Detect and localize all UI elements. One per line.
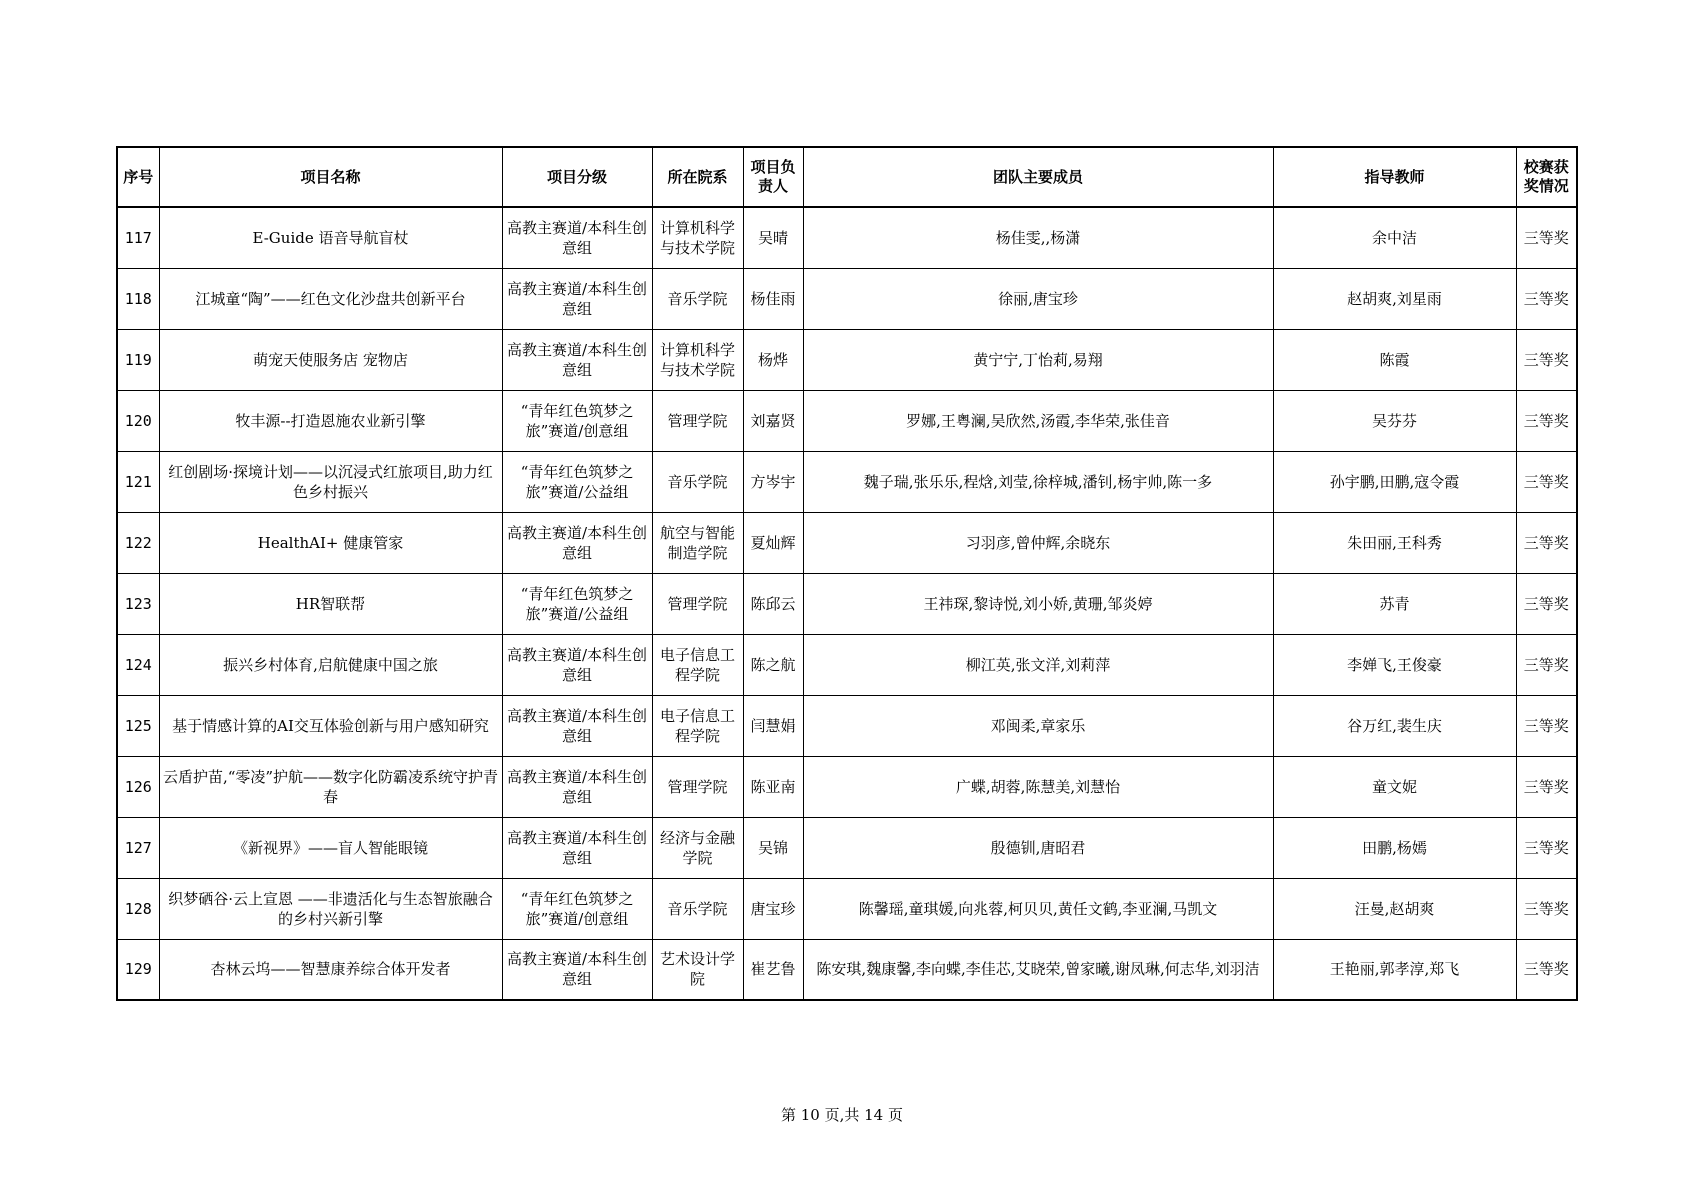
cell-name: 振兴乡村体育,启航健康中国之旅 (159, 634, 502, 695)
cell-award: 三等奖 (1516, 878, 1577, 939)
cell-leader: 陈之航 (743, 634, 803, 695)
cell-category: 高教主赛道/本科生创意组 (502, 756, 652, 817)
cell-leader: 刘嘉贤 (743, 390, 803, 451)
cell-category: 高教主赛道/本科生创意组 (502, 817, 652, 878)
cell-dept: 音乐学院 (652, 451, 743, 512)
cell-dept: 计算机科学与技术学院 (652, 329, 743, 390)
cell-dept: 电子信息工程学院 (652, 695, 743, 756)
cell-seq: 117 (117, 207, 159, 268)
cell-award: 三等奖 (1516, 634, 1577, 695)
cell-members: 陈馨瑶,童琪媛,向兆蓉,柯贝贝,黄任文鹤,李亚澜,马凯文 (803, 878, 1273, 939)
cell-category: 高教主赛道/本科生创意组 (502, 634, 652, 695)
cell-advisors: 谷万红,裴生庆 (1273, 695, 1516, 756)
cell-members: 杨佳雯,,杨潇 (803, 207, 1273, 268)
table-row (117, 207, 1577, 268)
table-row (117, 634, 1577, 695)
cell-advisors: 朱田丽,王科秀 (1273, 512, 1516, 573)
cell-name: 红创剧场·探境计划——以沉浸式红旅项目,助力红色乡村振兴 (159, 451, 502, 512)
cell-seq: 122 (117, 512, 159, 573)
cell-category: “青年红色筑梦之旅”赛道/创意组 (502, 390, 652, 451)
header-row (117, 147, 1577, 207)
cell-name: 《新视界》——盲人智能眼镜 (159, 817, 502, 878)
cell-dept: 经济与金融学院 (652, 817, 743, 878)
page-number: 第 10 页,共 14 页 (780, 1106, 903, 1124)
table-row (117, 390, 1577, 451)
cell-name: 织梦硒谷·云上宣恩 ——非遗活化与生态智旅融合的乡村兴新引擎 (159, 878, 502, 939)
cell-advisors: 李婵飞,王俊豪 (1273, 634, 1516, 695)
header-dept: 所在院系 (652, 147, 743, 207)
cell-name: HR智联帮 (159, 573, 502, 634)
cell-category: 高教主赛道/本科生创意组 (502, 268, 652, 329)
cell-name: 杏林云坞——智慧康养综合体开发者 (159, 939, 502, 1000)
table-row (117, 756, 1577, 817)
cell-award: 三等奖 (1516, 817, 1577, 878)
cell-seq: 127 (117, 817, 159, 878)
cell-members: 柳江英,张文洋,刘莉萍 (803, 634, 1273, 695)
cell-name: 江城童“陶”——红色文化沙盘共创新平台 (159, 268, 502, 329)
cell-leader: 杨佳雨 (743, 268, 803, 329)
table-row (117, 451, 1577, 512)
cell-award: 三等奖 (1516, 573, 1577, 634)
cell-dept: 管理学院 (652, 756, 743, 817)
table-row (117, 329, 1577, 390)
cell-leader: 陈邱云 (743, 573, 803, 634)
table-row (117, 268, 1577, 329)
cell-advisors: 陈霞 (1273, 329, 1516, 390)
cell-advisors: 余中洁 (1273, 207, 1516, 268)
cell-name: 牧丰源--打造恩施农业新引擎 (159, 390, 502, 451)
cell-category: “青年红色筑梦之旅”赛道/创意组 (502, 878, 652, 939)
cell-award: 三等奖 (1516, 512, 1577, 573)
cell-dept: 音乐学院 (652, 878, 743, 939)
cell-category: “青年红色筑梦之旅”赛道/公益组 (502, 573, 652, 634)
cell-members: 广蝶,胡蓉,陈慧美,刘慧怡 (803, 756, 1273, 817)
cell-leader: 唐宝珍 (743, 878, 803, 939)
header-leader: 项目负责人 (743, 147, 803, 207)
cell-advisors: 汪曼,赵胡爽 (1273, 878, 1516, 939)
table-row (117, 878, 1577, 939)
cell-seq: 123 (117, 573, 159, 634)
cell-award: 三等奖 (1516, 695, 1577, 756)
cell-members: 殷德钏,唐昭君 (803, 817, 1273, 878)
cell-members: 习羽彦,曾仲辉,余晓东 (803, 512, 1273, 573)
results-table (116, 146, 1578, 1001)
cell-seq: 126 (117, 756, 159, 817)
header-advisors: 指导教师 (1273, 147, 1516, 207)
cell-dept: 电子信息工程学院 (652, 634, 743, 695)
cell-category: 高教主赛道/本科生创意组 (502, 939, 652, 1000)
cell-members: 陈安琪,魏康馨,李向蝶,李佳芯,艾晓荣,曾家曦,谢凤琳,何志华,刘羽洁 (803, 939, 1273, 1000)
cell-name: 基于情感计算的AI交互体验创新与用户感知研究 (159, 695, 502, 756)
cell-dept: 航空与智能制造学院 (652, 512, 743, 573)
cell-advisors: 王艳丽,郭孝淳,郑飞 (1273, 939, 1516, 1000)
cell-leader: 吴锦 (743, 817, 803, 878)
cell-leader: 闫慧娟 (743, 695, 803, 756)
cell-seq: 124 (117, 634, 159, 695)
cell-seq: 125 (117, 695, 159, 756)
cell-seq: 121 (117, 451, 159, 512)
cell-category: 高教主赛道/本科生创意组 (502, 512, 652, 573)
table-row (117, 695, 1577, 756)
header-category: 项目分级 (502, 147, 652, 207)
cell-leader: 夏灿辉 (743, 512, 803, 573)
cell-category: 高教主赛道/本科生创意组 (502, 329, 652, 390)
cell-dept: 管理学院 (652, 390, 743, 451)
cell-advisors: 苏青 (1273, 573, 1516, 634)
cell-category: 高教主赛道/本科生创意组 (502, 695, 652, 756)
cell-name: 云盾护苗,“零凌”护航——数字化防霸凌系统守护青春 (159, 756, 502, 817)
cell-members: 徐丽,唐宝珍 (803, 268, 1273, 329)
cell-award: 三等奖 (1516, 329, 1577, 390)
header-award: 校赛获奖情况 (1516, 147, 1577, 207)
cell-advisors: 田鹏,杨嫣 (1273, 817, 1516, 878)
cell-seq: 118 (117, 268, 159, 329)
cell-seq: 128 (117, 878, 159, 939)
cell-advisors: 童文妮 (1273, 756, 1516, 817)
cell-name: E-Guide 语音导航盲杖 (159, 207, 502, 268)
table-row (117, 573, 1577, 634)
cell-award: 三等奖 (1516, 268, 1577, 329)
table-row (117, 939, 1577, 1000)
header-members: 团队主要成员 (803, 147, 1273, 207)
cell-advisors: 吴芬芬 (1273, 390, 1516, 451)
cell-leader: 杨烨 (743, 329, 803, 390)
header-name: 项目名称 (159, 147, 502, 207)
cell-award: 三等奖 (1516, 390, 1577, 451)
cell-award: 三等奖 (1516, 207, 1577, 268)
cell-advisors: 赵胡爽,刘星雨 (1273, 268, 1516, 329)
cell-advisors: 孙宇鹏,田鹏,寇令霞 (1273, 451, 1516, 512)
cell-members: 黄宁宁,丁怡莉,易翔 (803, 329, 1273, 390)
cell-members: 罗娜,王粤澜,吴欣然,汤霞,李华荣,张佳音 (803, 390, 1273, 451)
cell-members: 魏子瑞,张乐乐,程焓,刘莹,徐梓城,潘钊,杨宇帅,陈一多 (803, 451, 1273, 512)
cell-category: “青年红色筑梦之旅”赛道/公益组 (502, 451, 652, 512)
cell-award: 三等奖 (1516, 939, 1577, 1000)
cell-seq: 120 (117, 390, 159, 451)
cell-members: 王祎琛,黎诗悦,刘小娇,黄珊,邹炎婷 (803, 573, 1273, 634)
cell-seq: 119 (117, 329, 159, 390)
cell-name: HealthAI+ 健康管家 (159, 512, 502, 573)
table-row (117, 817, 1577, 878)
cell-dept: 音乐学院 (652, 268, 743, 329)
cell-members: 邓闽柔,章家乐 (803, 695, 1273, 756)
cell-dept: 管理学院 (652, 573, 743, 634)
cell-leader: 崔艺鲁 (743, 939, 803, 1000)
cell-dept: 计算机科学与技术学院 (652, 207, 743, 268)
cell-award: 三等奖 (1516, 756, 1577, 817)
header-seq: 序号 (117, 147, 159, 207)
cell-award: 三等奖 (1516, 451, 1577, 512)
table-row (117, 512, 1577, 573)
cell-dept: 艺术设计学院 (652, 939, 743, 1000)
cell-seq: 129 (117, 939, 159, 1000)
cell-leader: 吴晴 (743, 207, 803, 268)
cell-leader: 方岑宇 (743, 451, 803, 512)
cell-leader: 陈亚南 (743, 756, 803, 817)
cell-category: 高教主赛道/本科生创意组 (502, 207, 652, 268)
cell-name: 萌宠天使服务店 宠物店 (159, 329, 502, 390)
